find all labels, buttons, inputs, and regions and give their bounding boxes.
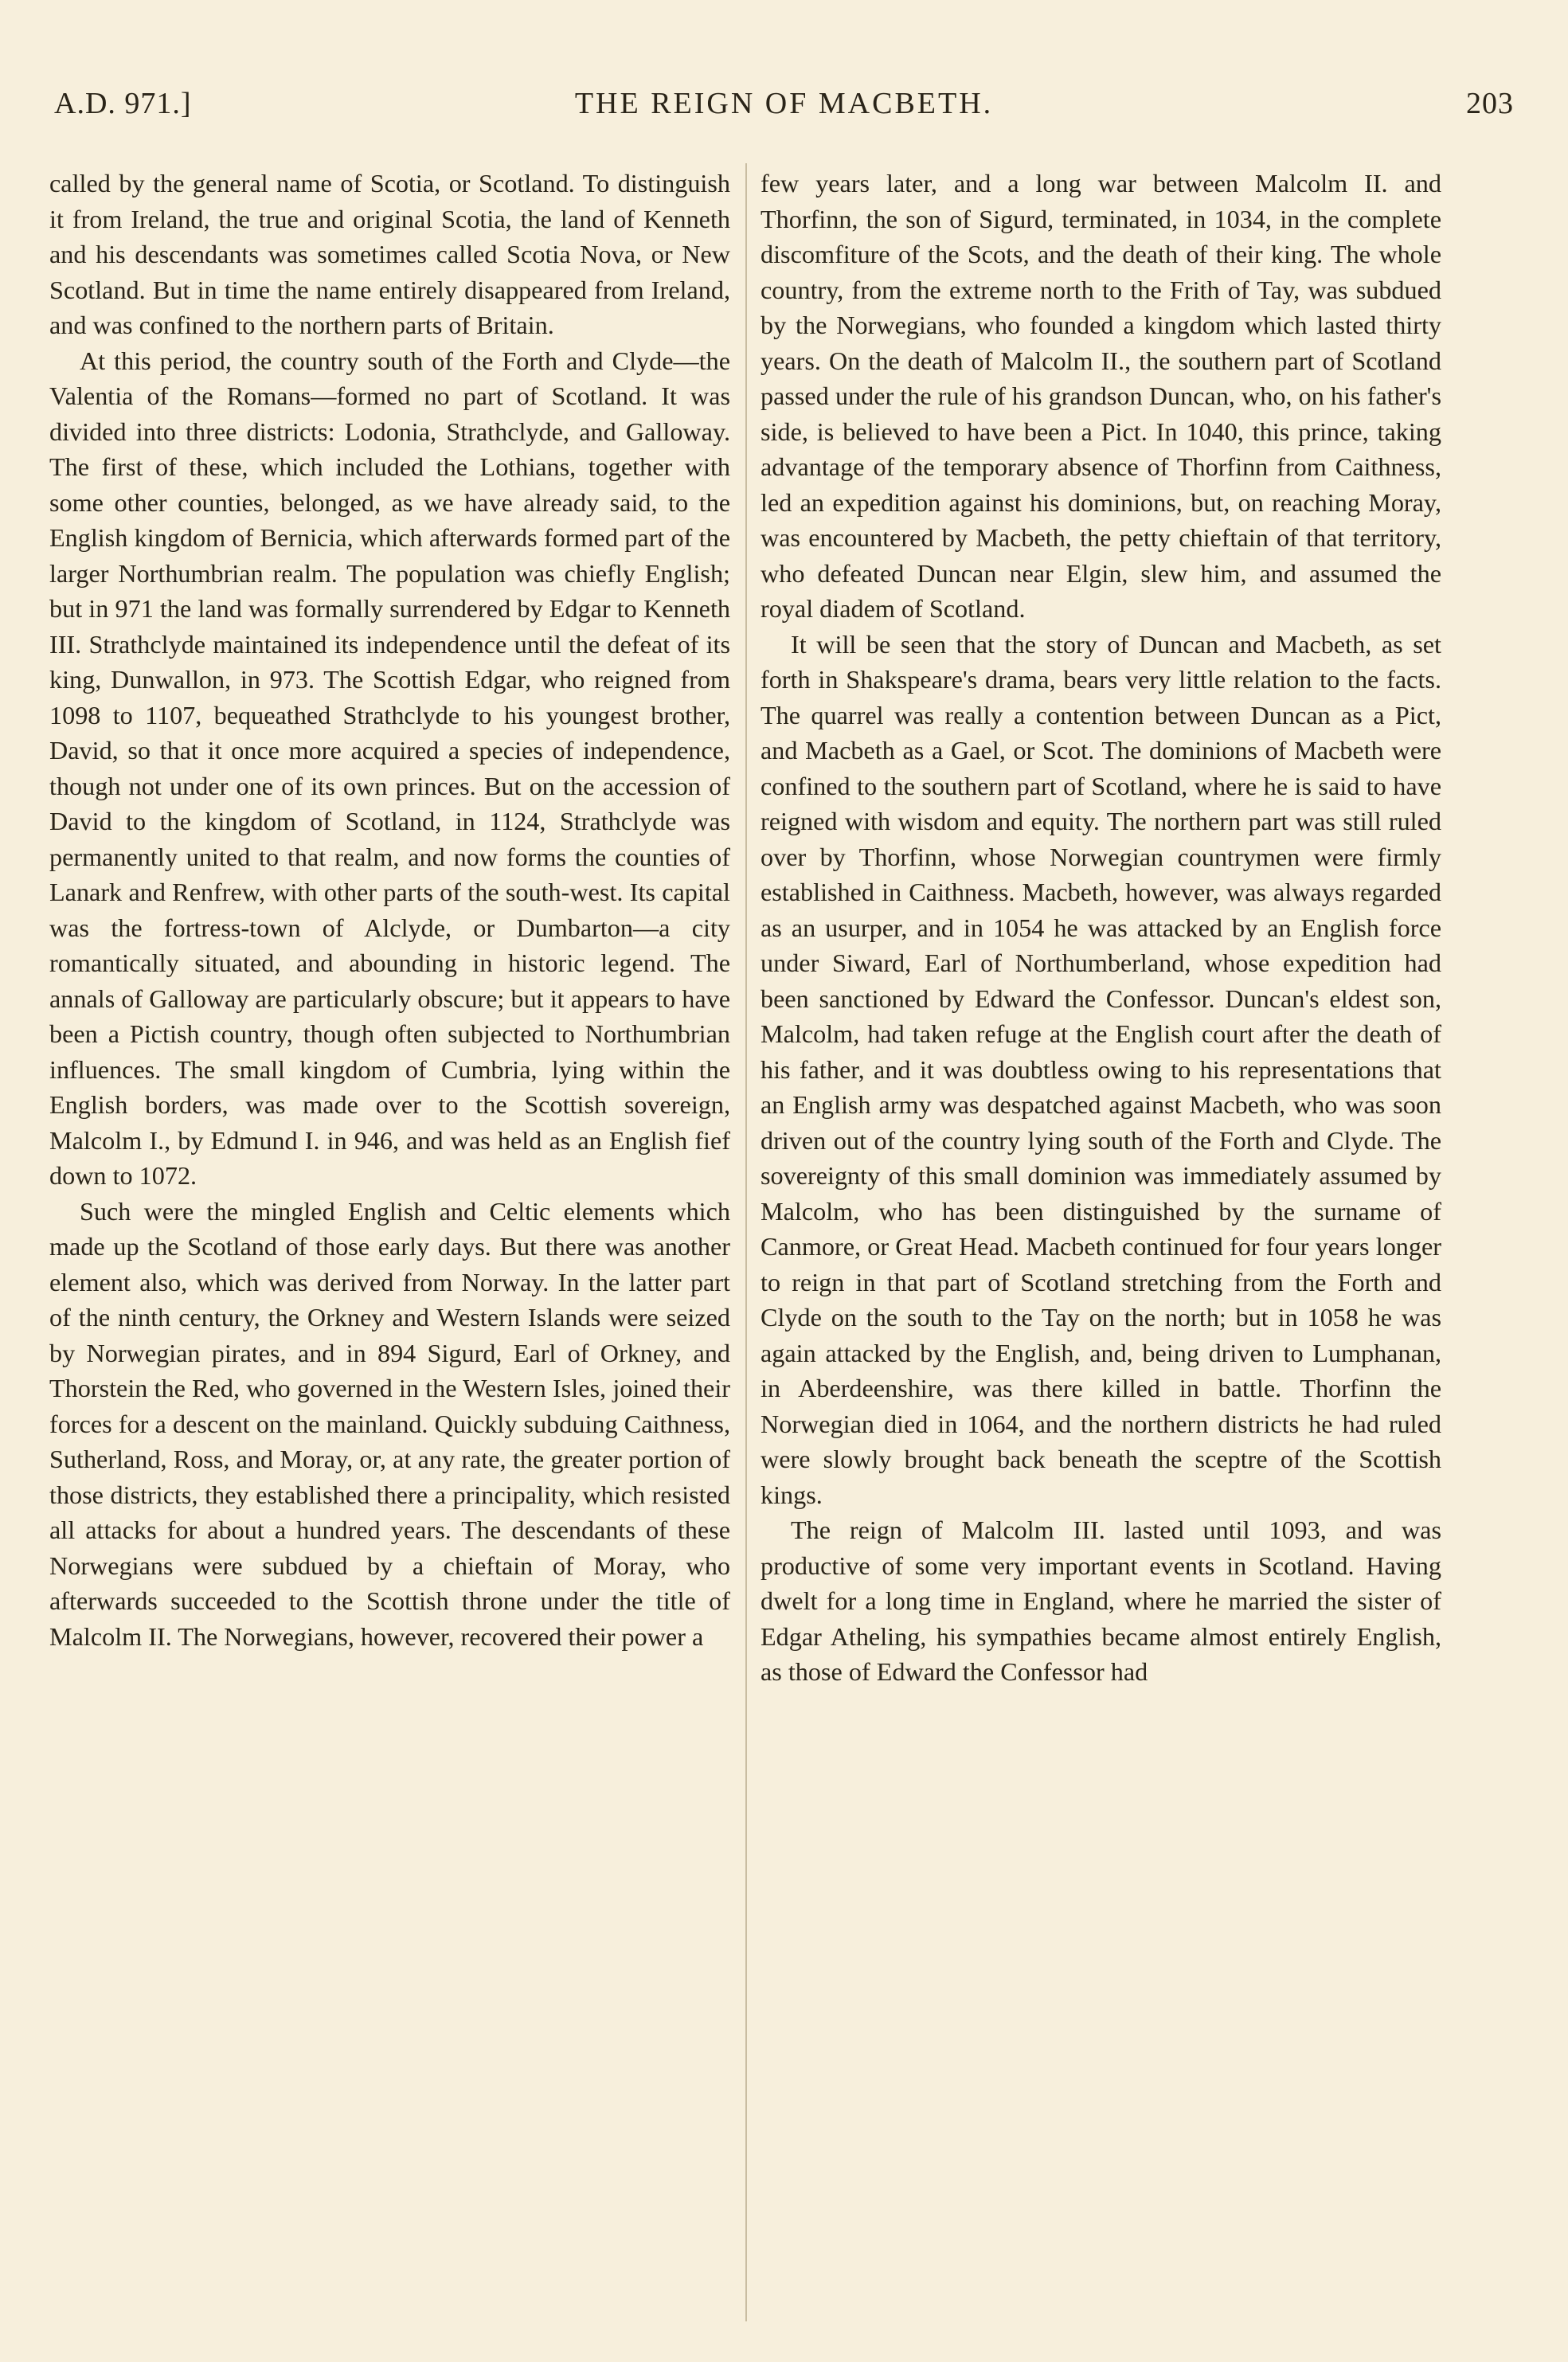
header-date: A.D. 971.] [54, 87, 192, 120]
paragraph: At this period, the country south of the Forth and Clyde—the Valentia of the Romans—formed no part of Scotland. It was divided into three districts: Lodonia, Strathclyde, and Galloway. The first of these, which included the Lothians, together with some other counties, belonged, as we have already said, to the English kingdom of Bernicia, which afterwards formed part of the larger Northumbrian realm. The population was chiefly English; but in 971 the land was formally surrendered by Edgar to Kenneth III. Strathclyde maintained its independence until the defeat of its king, Dunwallon, in 973. The Scottish Edgar, who reigned from 1098 to 1107, bequeathed Strathclyde to his youngest brother, David, so that it once more acquired a species of independence, though not under one of its own princes. But on the accession of David to the kingdom of Scotland, in 1124, Strathclyde was permanently united to that realm, and now forms the counties of Lanark and Renfrew, with other parts of the south-west. Its capital was the fortress-town of Alclyde, or Dumbarton—a city romantically situated, and abounding in historic legend. The annals of Galloway are particularly obscure; but it appears to have been a Pictish country, though often subjected to Northumbrian influences. The small kingdom of Cumbria, lying within the English borders, was made over to the Scottish sovereign, Malcolm I., by Edmund I. in 946, and was held as an English fief down to 1072. [49, 346, 730, 1190]
running-head [54, 86, 1514, 134]
page-number: 203 [1466, 87, 1514, 120]
left-column [49, 166, 730, 2316]
paragraph: called by the general name of Scotia, or Scotland. To distinguish it from Ireland, the true and original Scotia, the land of Kenneth and his descendants was sometimes called Scotia Nova, or New Scotland. But in time the name entirely disappeared from Ireland, and was confined to the northern parts of Britain. [49, 169, 730, 339]
paragraph: It will be seen that the story of Duncan and Macbeth, as set forth in Shakspeare's drama, bears very little relation to the facts. The quarrel was really a contention between Duncan as a Pict, and Macbeth as a Gael, or Scot. The dominions of Macbeth were confined to the southern part of Scotland, where he is said to have reigned with wisdom and equity. The northern part was still ruled over by Thorfinn, whose Norwegian countrymen were firmly established in Caithness. Macbeth, however, was always regarded as an usurper, and in 1054 he was attacked by an English force under Siward, Earl of Northumberland, whose expedition had been sanctioned by Edward the Confessor. Duncan's eldest son, Malcolm, had taken refuge at the English court after the death of his father, and it was doubtless owing to his representations that an English army was despatched against Macbeth, who was soon driven out of the country lying south of the Forth and Clyde. The sovereignty of this small dominion was immediately assumed by Malcolm, who has been distinguished by the surname of Canmore, or Great Head. Macbeth continued for four years longer to reign in that part of Scotland stretching from the Forth and Clyde on the south to the Tay on the north; but in 1058 he was again attacked by the English, and, being driven to Lumphanan, in Aberdeenshire, was there killed in battle. Thorfinn the Norwegian died in 1064, and the northern districts he had ruled were slowly brought back beneath the sceptre of the Scottish kings. [761, 629, 1441, 1509]
paragraph: Such were the mingled English and Celtic elements which made up the Scotland of those early days. But there was another element also, which was derived from Norway. In the latter part of the ninth century, the Orkney and Western Islands were seized by Norwegian pirates, and in 894 Sigurd, Earl of Orkney, and Thorstein the Red, who governed in the Western Isles, joined their forces for a descent on the mainland. Quickly subduing Caithness, Sutherland, Ross, and Moray, or, at any rate, the greater portion of those districts, they established there a principality, which resisted all attacks for about a hundred years. The descendants of these Norwegians were subdued by a chieftain of Moray, who afterwards succeeded to the Scottish throne under the title of Malcolm II. The Norwegians, however, recovered their power a [49, 1196, 730, 1651]
column-divider [745, 163, 747, 2321]
header-title: THE REIGN OF MACBETH. [574, 87, 994, 120]
right-column [761, 166, 1441, 2316]
paragraph: The reign of Malcolm III. lasted until 1093, and was productive of some very important events in Scotland. Having dwelt for a long time in England, where he married the sister of Edgar Atheling, his sympathies became almost entirely English, as those of Edward the Confessor had [761, 1515, 1441, 1686]
paragraph: few years later, and a long war between Malcolm II. and Thorfinn, the son of Sigurd, terminated, in 1034, in the complete discomfiture of the Scots, and the death of their king. The whole country, from the extreme north to the Frith of Tay, was subdued by the Norwegians, who founded a kingdom which lasted thirty years. On the death of Malcolm II., the southern part of Scotland passed under the rule of his grandson Duncan, who, on his father's side, is believed to have been a Pict. In 1040, this prince, taking advantage of the temporary absence of Thorfinn from Caithness, led an expedition against his dominions, but, on reaching Moray, was encountered by Macbeth, the petty chieftain of that territory, who defeated Duncan near Elgin, slew him, and assumed the royal diadem of Scotland. [761, 169, 1441, 623]
